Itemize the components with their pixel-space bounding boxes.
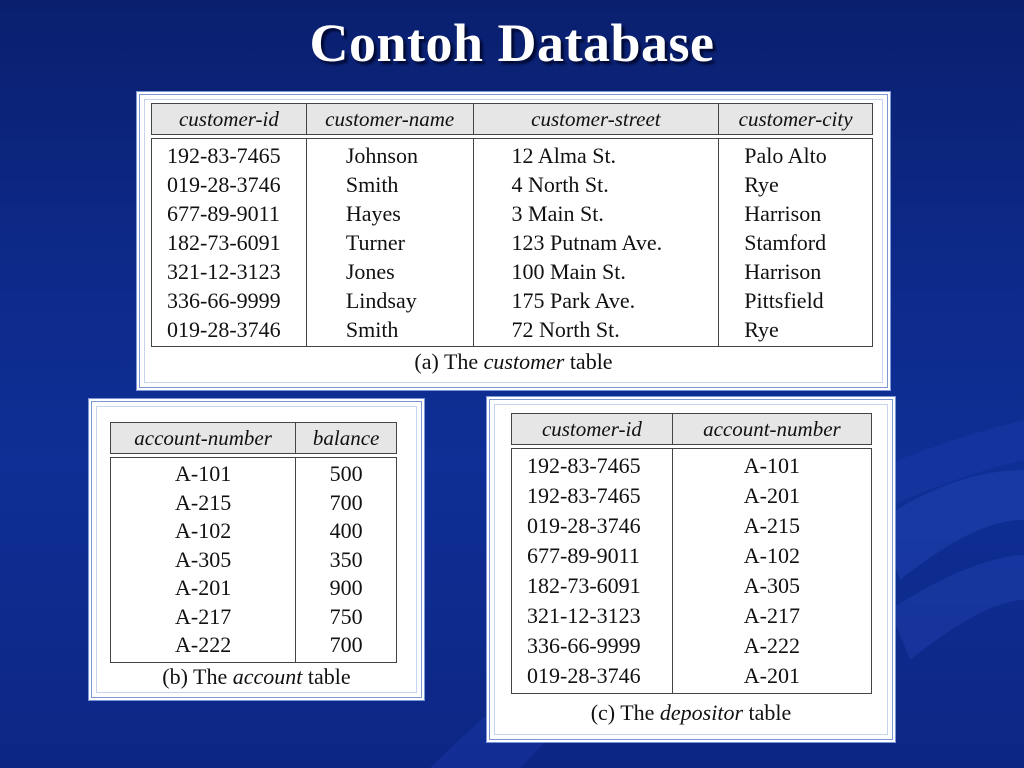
depositor-table-panel — [486, 396, 896, 743]
balance-cell: 500 — [296, 458, 397, 489]
customer-name-cell: Turner — [306, 228, 473, 257]
depositor-header-cell: customer-id — [512, 414, 673, 445]
customer-id-cell: 192-83-7465 — [512, 449, 673, 482]
customer-street-cell: 3 Main St. — [473, 199, 719, 228]
table-row — [152, 315, 873, 347]
caption-prefix: (a) The — [414, 349, 479, 374]
table-row — [512, 631, 872, 661]
customer-table-panel — [136, 91, 891, 391]
account-number-cell: A-102 — [111, 517, 296, 546]
balance-cell: 700 — [296, 631, 397, 662]
customer-id-cell: 019-28-3746 — [512, 511, 673, 541]
account-number-cell: A-305 — [111, 546, 296, 575]
table-row — [512, 541, 872, 571]
account-number-cell: A-215 — [111, 489, 296, 518]
account-number-cell: A-101 — [672, 449, 871, 482]
customer-name-cell: Jones — [306, 257, 473, 286]
customer-header-cell: customer-name — [306, 104, 473, 135]
caption-prefix: (c) The — [590, 700, 655, 725]
customer-header-row — [152, 104, 873, 135]
balance-cell: 750 — [296, 603, 397, 632]
customer-city-cell: Pittsfield — [719, 286, 873, 315]
account-number-cell: A-101 — [111, 458, 296, 489]
customer-city-cell: Harrison — [719, 199, 873, 228]
caption-suffix: table — [748, 700, 792, 725]
table-row — [152, 257, 873, 286]
table-row — [512, 571, 872, 601]
balance-cell: 350 — [296, 546, 397, 575]
table-row — [512, 481, 872, 511]
table-row — [111, 517, 397, 546]
account-number-cell: A-102 — [672, 541, 871, 571]
account-header-cell: balance — [296, 423, 397, 454]
customer-id-cell: 336-66-9999 — [512, 631, 673, 661]
customer-id-cell: 321-12-3123 — [152, 257, 307, 286]
caption-prefix: (b) The — [162, 664, 228, 689]
table-row — [111, 603, 397, 632]
balance-cell: 700 — [296, 489, 397, 518]
customer-id-cell: 019-28-3746 — [152, 315, 307, 347]
table-row — [512, 511, 872, 541]
table-row — [111, 458, 397, 489]
account-table-panel — [88, 398, 425, 701]
table-row — [152, 286, 873, 315]
customer-name-cell: Smith — [306, 315, 473, 347]
depositor-table — [511, 413, 872, 694]
customer-id-cell: 192-83-7465 — [152, 139, 307, 171]
table-row — [111, 631, 397, 662]
depositor-header-row — [512, 414, 872, 445]
account-header-row — [111, 423, 397, 454]
customer-name-cell: Smith — [306, 170, 473, 199]
customer-street-cell: 4 North St. — [473, 170, 719, 199]
table-row — [111, 546, 397, 575]
customer-id-cell: 019-28-3746 — [512, 661, 673, 694]
customer-name-cell: Johnson — [306, 139, 473, 171]
caption-suffix: table — [569, 349, 613, 374]
table-row — [152, 139, 873, 171]
customer-street-cell: 100 Main St. — [473, 257, 719, 286]
balance-cell: 900 — [296, 574, 397, 603]
customer-id-cell: 019-28-3746 — [152, 170, 307, 199]
account-number-cell: A-201 — [672, 661, 871, 694]
customer-header-cell: customer-street — [473, 104, 719, 135]
customer-id-cell: 336-66-9999 — [152, 286, 307, 315]
customer-id-cell: 182-73-6091 — [512, 571, 673, 601]
customer-street-cell: 175 Park Ave. — [473, 286, 719, 315]
caption-table-name: depositor — [659, 700, 744, 725]
table-row — [152, 228, 873, 257]
account-table — [110, 422, 397, 663]
caption-table-name: account — [232, 664, 303, 689]
customer-street-cell: 12 Alma St. — [473, 139, 719, 171]
customer-header-cell: customer-city — [719, 104, 873, 135]
account-number-cell: A-222 — [111, 631, 296, 662]
account-number-cell: A-201 — [111, 574, 296, 603]
customer-city-cell: Rye — [719, 170, 873, 199]
depositor-header-cell: account-number — [672, 414, 871, 445]
table-row — [152, 199, 873, 228]
customer-street-cell: 123 Putnam Ave. — [473, 228, 719, 257]
customer-city-cell: Harrison — [719, 257, 873, 286]
caption-table-name: customer — [483, 349, 565, 374]
table-row — [152, 170, 873, 199]
table-row — [512, 661, 872, 694]
customer-header-cell: customer-id — [152, 104, 307, 135]
customer-table — [151, 103, 873, 347]
account-number-cell: A-305 — [672, 571, 871, 601]
caption-suffix: table — [307, 664, 351, 689]
customer-city-cell: Palo Alto — [719, 139, 873, 171]
account-number-cell: A-217 — [672, 601, 871, 631]
customer-id-cell: 677-89-9011 — [512, 541, 673, 571]
table-row — [512, 449, 872, 482]
table-row — [111, 489, 397, 518]
customer-id-cell: 677-89-9011 — [152, 199, 307, 228]
customer-city-cell: Rye — [719, 315, 873, 347]
customer-table-caption — [140, 349, 887, 375]
account-header-cell: account-number — [111, 423, 296, 454]
depositor-table-caption — [490, 700, 892, 726]
customer-name-cell: Hayes — [306, 199, 473, 228]
table-row — [512, 601, 872, 631]
customer-id-cell: 321-12-3123 — [512, 601, 673, 631]
account-number-cell: A-222 — [672, 631, 871, 661]
table-row — [111, 574, 397, 603]
account-table-caption — [92, 664, 421, 690]
account-number-cell: A-217 — [111, 603, 296, 632]
customer-street-cell: 72 North St. — [473, 315, 719, 347]
account-number-cell: A-215 — [672, 511, 871, 541]
customer-id-cell: 182-73-6091 — [152, 228, 307, 257]
customer-id-cell: 192-83-7465 — [512, 481, 673, 511]
customer-name-cell: Lindsay — [306, 286, 473, 315]
customer-city-cell: Stamford — [719, 228, 873, 257]
balance-cell: 400 — [296, 517, 397, 546]
account-number-cell: A-201 — [672, 481, 871, 511]
slide-title: Contoh Database — [309, 13, 715, 73]
